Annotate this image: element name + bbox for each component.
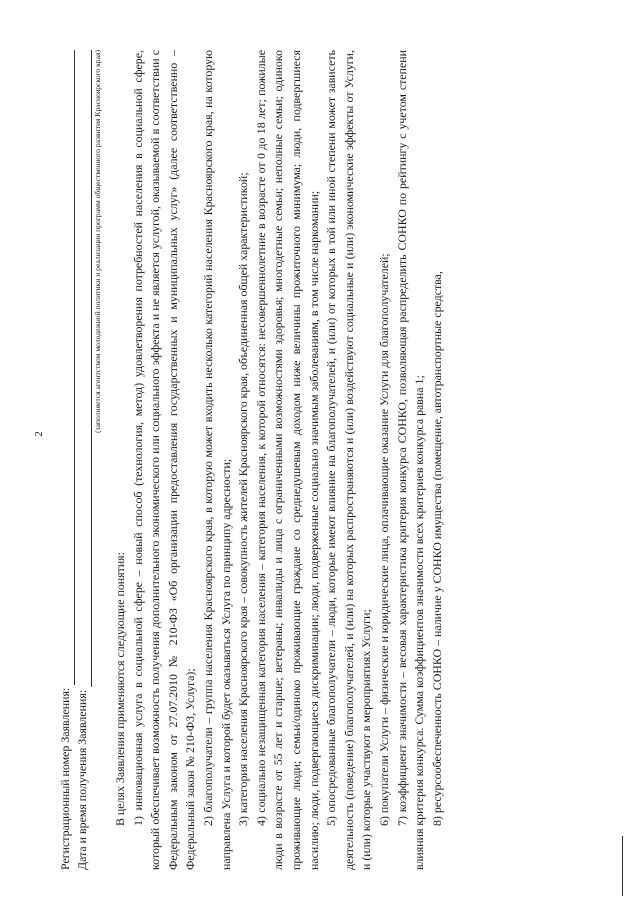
rotated-document bbox=[32, 35, 592, 880]
definitions-intro: В целях Заявления применяются следующие понятия: bbox=[113, 552, 127, 826]
application-header bbox=[58, 50, 103, 870]
definition-item: 4) социально незащищенная категория населения – категория населения, к которой относятся: несовершеннолетние в возрасте от 0 до 18 лет; пожилые люди в возрасте от 55 лет и старше; ветераны; инвалиды и лица с ограниченными возможностями здоровья; многодетные семьи; неполные семьи; одиноко проживающие люди; семьи/одиноко проживающие граждане со среднедушевым доходом ниже величины прожиточного минимума; люди, подвергшиеся насилию; люди, подвергающиеся дискриминации; люди, подверженные социально значимым заболеваниям, в том числе наркомании; bbox=[253, 50, 321, 870]
reg-number-line bbox=[58, 50, 75, 870]
receipt-datetime-line bbox=[75, 50, 92, 870]
definition-item: 7) коэффициент значимости – весовая характеристика критерия конкурса СОНКО, позволяющая распределить СОНКО по рейтингу с учетом степени влияния критерия конкурса. Сумма коэффициентов значимости всех критериев конкурса равна 1; bbox=[394, 50, 427, 870]
footnote-separator bbox=[622, 836, 623, 896]
reg-number-blank bbox=[61, 50, 75, 685]
definition-item: 3) категория населения Красноярского края – совокупность жителей Красноярского края, объединенная общей характеристикой; bbox=[236, 172, 251, 826]
document-page bbox=[32, 35, 592, 880]
definition-item: 8) ресурсообеспеченность СОНКО – наличие у СОНКО имущества (помещение, автотранспортные средства, bbox=[429, 271, 444, 826]
definition-item: 6) покупатели Услуги – физические и юридические лица, оплачивающие оказание Услуги для благополучателей; bbox=[376, 253, 391, 826]
definition-item: 5) опосредованные благополучатели – люди, которые имеют влияние на благополучателей, и (или) от которых в той или иной степени может зависеть деятельность (поведение) благополучателей, и (или) на которых распространяются и (или) воздействуют социальные и (или) экономические эффекты от Услуги, и (или) которые участвуют в мероприятиях Услуги; bbox=[324, 50, 374, 870]
reg-number-label: Регистрационный номер Заявления: bbox=[58, 687, 73, 870]
filled-by-note: (заполняется агентством молодежной политики и реализации программ общественного развития Красноярского края) bbox=[93, 50, 102, 433]
definitions-body bbox=[112, 50, 446, 870]
receipt-datetime-blank bbox=[78, 50, 92, 687]
receipt-datetime-label: Дата и время получения Заявления: bbox=[75, 689, 90, 870]
definition-item: 1) инновационная услуга в социальной сфере – новый способ (технология, метод) удовлетворения потребностей населения в социальной сфере, который обеспечивает возможность получения дополнительного экономического или социального эффекта и не является услугой, оказываемой в соответствии с Федеральным законом от 27.07.2010 № 210-ФЗ «Об организации предоставления государственных и муниципальных услуг» (далее соответственно – Федеральный закон № 210-ФЗ, Услуга); bbox=[130, 50, 198, 870]
definition-item: 2) благополучатели – группа населения Красноярского края, в которую может входить несколько категорий населения Красноярского края, на которую направлена Услуга и которой будет оказываться Услуга по принципу адресности; bbox=[200, 50, 233, 870]
page-number: 2 bbox=[32, 431, 45, 437]
